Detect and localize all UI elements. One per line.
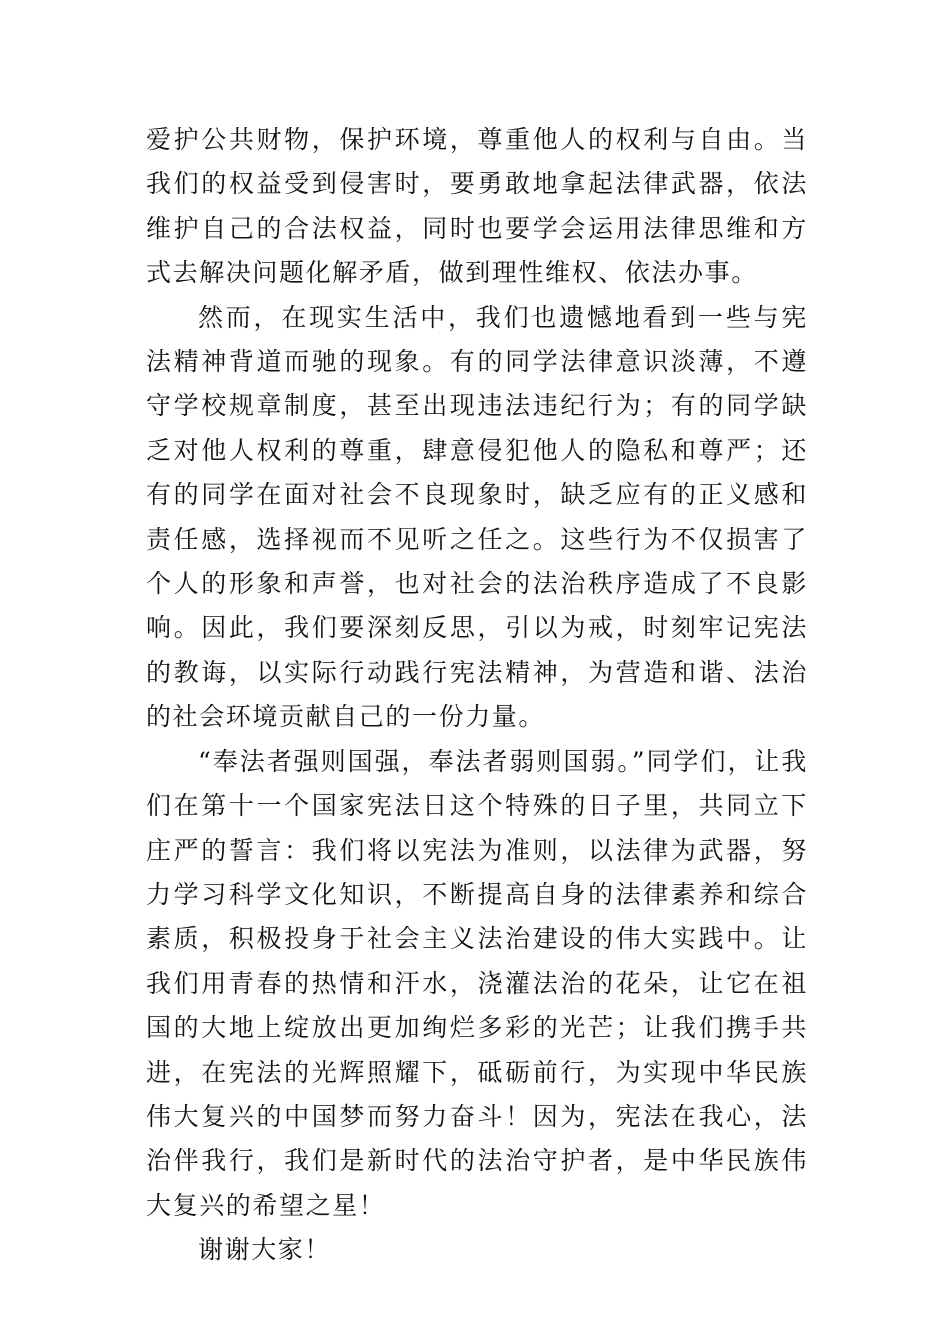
paragraph-3: “奉法者强则国强，奉法者弱则国弱。”同学们，让我们在第十一个国家宪法日这个特殊的日子里，共同立下庄严的誓言：我们将以宪法为准则，以法律为武器，努力学习科学文化知识，不断提高自身的法律素养和综合素质，积极投身于社会主义法治建设的伟大实践中。让我们用青春的热情和汗水，浇灌法治的花朵，让它在祖国的大地上绽放出更加绚烂多彩的光芒；让我们携手共进，在宪法的光辉照耀下，砥砺前行，为实现中华民族伟大复兴的中国梦而努力奋斗！因为，宪法在我心，法治伴我行，我们是新时代的法治守护者，是中华民族伟大复兴的希望之星！ <box>146 746 808 1220</box>
document-body <box>146 118 808 1273</box>
paragraph-2: 然而，在现实生活中，我们也遗憾地看到一些与宪法精神背道而驰的现象。有的同学法律意识淡薄，不遵守学校规章制度，甚至出现违法违纪行为；有的同学缺乏对他人权利的尊重，肆意侵犯他人的隐私和尊严；还有的同学在面对社会不良现象时，缺乏应有的正义感和责任感，选择视而不见听之任之。这些行为不仅损害了个人的形象和声誉，也对社会的法治秩序造成了不良影响。因此，我们要深刻反思，引以为戒，时刻牢记宪法的教诲，以实际行动践行宪法精神，为营造和谐、法治的社会环境贡献自己的一份力量。 <box>146 302 808 732</box>
paragraph-closing: 谢谢大家！ <box>198 1235 332 1265</box>
paragraph-1: 爱护公共财物，保护环境，尊重他人的权利与自由。当我们的权益受到侵害时，要勇敢地拿起法律武器，依法维护自己的合法权益，同时也要学会运用法律思维和方式去解决问题化解矛盾，做到理性维权、依法办事。 <box>146 125 808 288</box>
